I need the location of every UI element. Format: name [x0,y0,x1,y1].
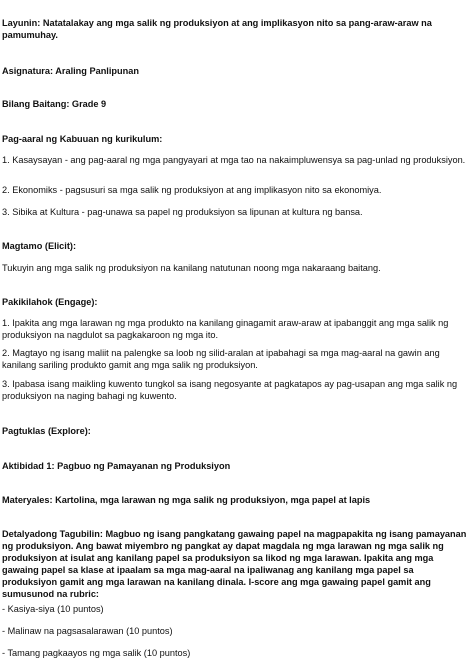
kurikulum-item-1: 1. Kasaysayan - ang pag-aaral ng mga pangyayari at mga tao na nakaimpluwensya sa pag-unlad ng produksiyon. [2,155,466,165]
pakikilahok-item-2: 2. Magtayo ng isang maliit na palengke sa loob ng silid-aralan at ipabahagi sa mga mag-aaral na gawin ang kanilang sariling produkto gamit ang mga salik ng produksiyon. [2,348,440,370]
kurikulum-heading: Pag-aaral ng Kabuuan ng kurikulum: [2,134,163,144]
rubric-item-3: - Tamang pagkaayos ng mga salik (10 puntos) [2,648,191,658]
kurikulum-item-2: 2. Ekonomiks - pagsusuri sa mga salik ng produksiyon at ang implikasyon nito sa ekonomiya. [2,185,382,195]
magtamo-text: Tukuyin ang mga salik ng produksiyon na kanilang natutunan noong mga nakaraang baitang. [2,263,381,273]
materyales: Materyales: Kartolina, mga larawan ng mga salik ng produksiyon, mga papel at lapis [2,495,371,505]
kurikulum-item-3: 3. Sibika at Kultura - pag-unawa sa papel ng produksiyon sa lipunan at kultura ng bansa. [2,207,363,217]
rubric-item-2: - Malinaw na pagsasalarawan (10 puntos) [2,626,173,636]
pakikilahok-item-1: 1. Ipakita ang mga larawan ng mga produkto na kanilang ginagamit araw-araw at ipabanggit ang mga salik ng produksiyon na nagdulot sa pagkakaroon ng mga ito. [2,318,449,340]
pakikilahok-heading: Pakikilahok (Engage): [2,297,98,307]
pagtuklas-heading: Pagtuklas (Explore): [2,426,91,436]
aktibidad-heading: Aktibidad 1: Pagbuo ng Pamayanan ng Produksiyon [2,461,231,471]
bilang-baitang: Bilang Baitang: Grade 9 [2,99,107,109]
layunin: Layunin: Natatalakay ang mga salik ng produksiyon at ang implikasyon nito sa pang-araw-araw na pamumuhay. [2,18,432,40]
magtamo-heading: Magtamo (Elicit): [2,241,77,251]
rubric-item-1: - Kasiya-siya (10 puntos) [2,604,104,614]
pakikilahok-item-3: 3. Ipabasa isang maikling kuwento tungkol sa isang negosyante at pagkatapos ay pag-usapan ang mga salik ng produksiyon na naging bahagi ng kuwento. [2,379,458,401]
tagubilin: Detalyadong Tagubilin: Magbuo ng isang pangkatang gawaing papel na magpapakita ng isang pamayanan ng produksiyon. Ang bawat miyembro ng pangkat ay dapat magdala ng mga larawan ng mga salik ng produksiyon at isulat ang kanilang papel sa produksiyon sa likod ng mga larawan. Ipakita ang mga gawaing papel sa klase at ipaalam sa mga mag-aaral na ipaliwanag ang kanilang mga papel sa produksiyon gamit ang mga larawan na kanilang dinala. I-score ang mga gawaing papel gamit ang sumusunod na rubric: [2,529,467,599]
asignatura: Asignatura: Araling Panlipunan [2,66,139,76]
